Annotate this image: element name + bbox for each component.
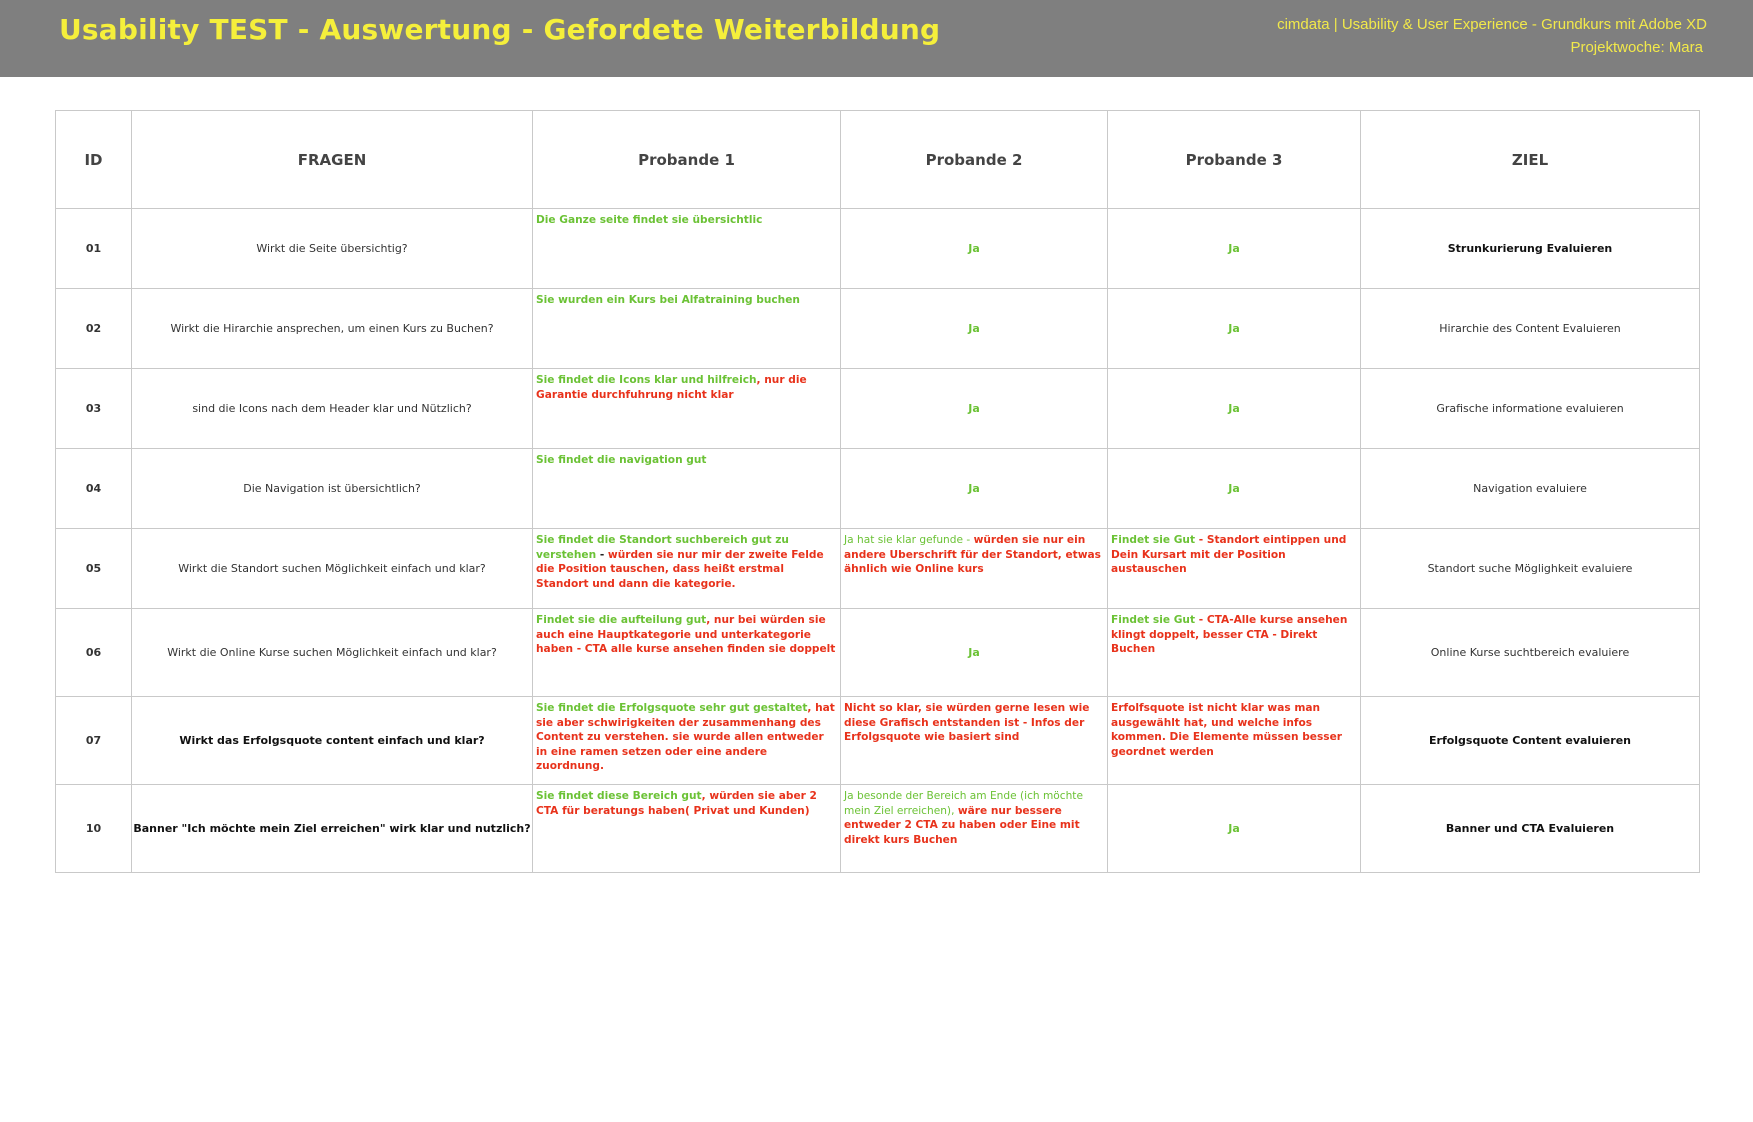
page-title: Usability TEST - Auswertung - Gefordete Weiterbildung bbox=[59, 13, 941, 46]
probande-1-cell bbox=[533, 369, 841, 449]
note-segment: wäre nur bessere entweder 2 CTA zu haben oder Eine mit direkt kurs Buchen bbox=[844, 804, 1080, 846]
question-cell: sind die Icons nach dem Header klar und Nützlich? bbox=[132, 369, 533, 449]
table-row bbox=[56, 289, 1700, 369]
participant-note bbox=[1111, 701, 1356, 759]
probande-2-cell: Ja bbox=[841, 369, 1108, 449]
question-cell: Wirkt die Standort suchen Möglichkeit einfach und klar? bbox=[132, 529, 533, 609]
note-segment: Findet sie die aufteilung gut bbox=[536, 614, 707, 626]
question-cell: Wirkt die Online Kurse suchen Möglichkeit einfach und klar? bbox=[132, 609, 533, 697]
row-id: 02 bbox=[56, 289, 132, 369]
table-row bbox=[56, 449, 1700, 529]
probande-3-cell bbox=[1108, 609, 1361, 697]
goal-cell: Erfolgsquote Content evaluieren bbox=[1361, 697, 1700, 785]
question-cell: Wirkt die Seite übersichtig? bbox=[132, 209, 533, 289]
probande-1-cell bbox=[533, 609, 841, 697]
probande-1-cell bbox=[533, 529, 841, 609]
note-segment: Ja besonde der Bereich am Ende (ich möchte mein Ziel erreichen), bbox=[844, 790, 1083, 817]
note-segment: Sie wurden ein Kurs bei Alfatraining buchen bbox=[536, 294, 800, 306]
note-segment: Sie findet die Erfolgsquote sehr gut gestaltet bbox=[536, 702, 808, 714]
probande-1-cell bbox=[533, 697, 841, 785]
participant-note bbox=[536, 293, 836, 308]
row-id: 06 bbox=[56, 609, 132, 697]
note-segment: würden sie nur ein andere Uberschrift für der Standort, etwas ähnlich wie Online kurs bbox=[844, 534, 1101, 575]
note-segment: - bbox=[596, 548, 608, 561]
probande-2-cell bbox=[841, 785, 1108, 873]
goal-cell: Hirarchie des Content Evaluieren bbox=[1361, 289, 1700, 369]
question-cell: Die Navigation ist übersichtlich? bbox=[132, 449, 533, 529]
note-segment: , nur die Garantie durchfuhrung nicht klar bbox=[536, 374, 807, 401]
participant-note bbox=[536, 213, 836, 228]
probande-2-cell bbox=[841, 529, 1108, 609]
table-row bbox=[56, 529, 1700, 609]
probande-3-cell: Ja bbox=[1108, 449, 1361, 529]
note-segment: - Standort eintippen und Dein Kursart mit der Position austauschen bbox=[1111, 534, 1347, 575]
column-header-ziel: ZIEL bbox=[1361, 111, 1700, 209]
note-segment: Nicht so klar, sie würden gerne lesen wie diese Grafisch entstanden ist - Infos der Erfolgsquote wie basiert sind bbox=[844, 702, 1090, 743]
goal-cell: Standort suche Möglighkeit evaluiere bbox=[1361, 529, 1700, 609]
goal-cell: Grafische informatione evaluieren bbox=[1361, 369, 1700, 449]
note-segment: Sie findet diese Bereich gut bbox=[536, 790, 702, 802]
participant-note bbox=[536, 789, 836, 818]
goal-cell: Strunkurierung Evaluieren bbox=[1361, 209, 1700, 289]
participant-note bbox=[536, 701, 836, 774]
probande-3-cell bbox=[1108, 697, 1361, 785]
table-row bbox=[56, 697, 1700, 785]
question-cell: Wirkt das Erfolgsquote content einfach und klar? bbox=[132, 697, 533, 785]
table-header-row bbox=[56, 111, 1700, 209]
column-header-id: ID bbox=[56, 111, 132, 209]
note-segment: Sie findet die navigation gut bbox=[536, 454, 707, 466]
participant-note bbox=[844, 533, 1103, 577]
note-segment: , hat sie aber schwirigkeiten der zusammenhang des Content zu verstehen. sie wurde allen entweder in eine ramen setzen oder eine andere zuordnung. bbox=[536, 702, 835, 772]
probande-2-cell: Ja bbox=[841, 289, 1108, 369]
column-header-fragen: FRAGEN bbox=[132, 111, 533, 209]
note-segment: , nur bei würden sie auch eine Hauptkategorie und unterkategorie haben - CTA alle kurse ansehen finden sie doppelt bbox=[536, 614, 836, 655]
participant-note bbox=[844, 701, 1103, 745]
row-id: 03 bbox=[56, 369, 132, 449]
probande-1-cell bbox=[533, 289, 841, 369]
participant-note bbox=[1111, 613, 1356, 657]
participant-note bbox=[1111, 533, 1356, 577]
table-row bbox=[56, 209, 1700, 289]
probande-2-cell: Ja bbox=[841, 209, 1108, 289]
note-segment: , würden sie aber 2 CTA für beratungs haben( Privat und Kunden) bbox=[536, 790, 817, 817]
participant-note bbox=[536, 373, 836, 402]
goal-cell: Banner und CTA Evaluieren bbox=[1361, 785, 1700, 873]
probande-2-cell: Ja bbox=[841, 449, 1108, 529]
table-row bbox=[56, 369, 1700, 449]
note-segment: Die Ganze seite findet sie übersichtlic bbox=[536, 214, 763, 226]
column-header-probande-3: Probande 3 bbox=[1108, 111, 1361, 209]
goal-cell: Navigation evaluiere bbox=[1361, 449, 1700, 529]
probande-1-cell bbox=[533, 449, 841, 529]
probande-3-cell: Ja bbox=[1108, 209, 1361, 289]
row-id: 10 bbox=[56, 785, 132, 873]
note-segment: Ja hat sie klar gefunde - bbox=[844, 534, 974, 546]
participant-note bbox=[536, 533, 836, 591]
evaluation-table bbox=[55, 110, 1700, 873]
row-id: 07 bbox=[56, 697, 132, 785]
participant-note bbox=[536, 613, 836, 657]
probande-3-cell: Ja bbox=[1108, 289, 1361, 369]
probande-2-cell: Ja bbox=[841, 609, 1108, 697]
note-segment: Erfolfsquote ist nicht klar was man ausgewählt hat, und welche infos kommen. Die Elemente müssen besser geordnet werden bbox=[1111, 702, 1343, 758]
note-segment: würden sie nur mir der zweite Felde die Position tauschen, dass heißt erstmal Standort und dann die kategorie. bbox=[536, 548, 824, 590]
participant-note bbox=[844, 789, 1103, 847]
participant-note bbox=[536, 453, 836, 468]
probande-1-cell bbox=[533, 785, 841, 873]
column-header-probande-1: Probande 1 bbox=[533, 111, 841, 209]
header-bar bbox=[0, 0, 1753, 77]
note-segment: - CTA-Alle kurse ansehen klingt doppelt, besser CTA - Direkt Buchen bbox=[1111, 614, 1348, 655]
course-info: cimdata | Usability & User Experience - Grundkurs mit Adobe XD bbox=[1277, 16, 1707, 33]
probande-3-cell: Ja bbox=[1108, 369, 1361, 449]
question-cell: Wirkt die Hirarchie ansprechen, um einen Kurs zu Buchen? bbox=[132, 289, 533, 369]
question-cell: Banner "Ich möchte mein Ziel erreichen" wirk klar und nutzlich? bbox=[132, 785, 533, 873]
probande-3-cell: Ja bbox=[1108, 785, 1361, 873]
note-segment: Findet sie Gut bbox=[1111, 614, 1196, 626]
note-segment: Sie findet die Icons klar und hilfreich bbox=[536, 374, 757, 386]
probande-1-cell bbox=[533, 209, 841, 289]
table-row bbox=[56, 609, 1700, 697]
row-id: 05 bbox=[56, 529, 132, 609]
row-id: 04 bbox=[56, 449, 132, 529]
probande-2-cell bbox=[841, 697, 1108, 785]
note-segment: Findet sie Gut bbox=[1111, 534, 1196, 546]
note-segment: Sie findet die Standort suchbereich gut zu verstehen bbox=[536, 534, 789, 561]
goal-cell: Online Kurse suchtbereich evaluiere bbox=[1361, 609, 1700, 697]
row-id: 01 bbox=[56, 209, 132, 289]
project-week: Projektwoche: Mara bbox=[1570, 39, 1703, 56]
table-row bbox=[56, 785, 1700, 873]
column-header-probande-2: Probande 2 bbox=[841, 111, 1108, 209]
probande-3-cell bbox=[1108, 529, 1361, 609]
